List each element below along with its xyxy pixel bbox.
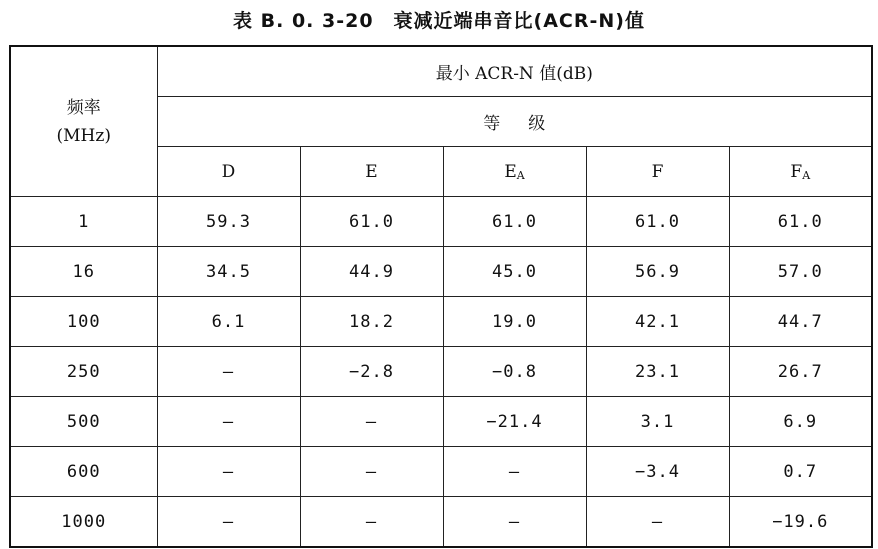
value-cell: — — [443, 497, 586, 548]
column-header-letter: D — [221, 161, 236, 182]
table-row — [10, 247, 872, 297]
table-row — [10, 347, 872, 397]
value-cell: — — [300, 447, 443, 497]
table-row — [10, 297, 872, 347]
value-cell: 57.0 — [729, 247, 872, 297]
frequency-cell: 16 — [10, 247, 157, 297]
column-header-ea — [443, 147, 586, 197]
acr-n-table — [9, 45, 873, 548]
column-header-letter: F — [651, 161, 664, 182]
value-cell: — — [157, 447, 300, 497]
table-title: 表 B. 0. 3-20 衰减近端串音比(ACR-N)值 — [233, 10, 645, 32]
value-cell: −19.6 — [729, 497, 872, 548]
value-cell: — — [586, 497, 729, 548]
value-cell: 44.7 — [729, 297, 872, 347]
column-header-letter: F — [790, 161, 803, 182]
group-header: 最小 ACR-N 值(dB) — [157, 46, 872, 97]
table-row — [10, 397, 872, 447]
value-cell: 61.0 — [729, 197, 872, 247]
value-cell: — — [300, 497, 443, 548]
grade-header-label: 等级 — [483, 114, 574, 134]
value-cell: 19.0 — [443, 297, 586, 347]
grade-header — [157, 97, 872, 147]
value-cell: — — [157, 397, 300, 447]
frequency-cell: 1 — [10, 197, 157, 247]
value-cell: −2.8 — [300, 347, 443, 397]
value-cell: 56.9 — [586, 247, 729, 297]
table-row — [10, 197, 872, 247]
frequency-cell: 500 — [10, 397, 157, 447]
value-cell: −0.8 — [443, 347, 586, 397]
value-cell: −3.4 — [586, 447, 729, 497]
value-cell: — — [157, 347, 300, 397]
frequency-cell: 100 — [10, 297, 157, 347]
value-cell: — — [300, 397, 443, 447]
value-cell: 45.0 — [443, 247, 586, 297]
column-header-f — [586, 147, 729, 197]
frequency-cell: 600 — [10, 447, 157, 497]
table-row — [10, 447, 872, 497]
value-cell: 18.2 — [300, 297, 443, 347]
frequency-header-label: 频率 — [66, 97, 101, 118]
value-cell: 42.1 — [586, 297, 729, 347]
column-header-letter: E — [365, 161, 378, 182]
value-cell: 0.7 — [729, 447, 872, 497]
value-cell: 6.9 — [729, 397, 872, 447]
value-cell: 26.7 — [729, 347, 872, 397]
value-cell: 23.1 — [586, 347, 729, 397]
column-header-subscript: A — [516, 168, 525, 182]
value-cell: 61.0 — [443, 197, 586, 247]
value-cell: 6.1 — [157, 297, 300, 347]
value-cell: 59.3 — [157, 197, 300, 247]
value-cell: 44.9 — [300, 247, 443, 297]
frequency-cell: 1000 — [10, 497, 157, 548]
value-cell: — — [157, 497, 300, 548]
frequency-cell: 250 — [10, 347, 157, 397]
value-cell: 34.5 — [157, 247, 300, 297]
frequency-header — [10, 46, 157, 197]
value-cell: 61.0 — [586, 197, 729, 247]
column-header-letter: E — [504, 161, 517, 182]
column-header-subscript: A — [802, 168, 811, 182]
value-cell: 3.1 — [586, 397, 729, 447]
frequency-header-unit: (MHz) — [56, 125, 111, 146]
table-row — [10, 497, 872, 548]
column-header-fa — [729, 147, 872, 197]
column-header-e — [300, 147, 443, 197]
value-cell: 61.0 — [300, 197, 443, 247]
value-cell: — — [443, 447, 586, 497]
column-header-d — [157, 147, 300, 197]
value-cell: −21.4 — [443, 397, 586, 447]
